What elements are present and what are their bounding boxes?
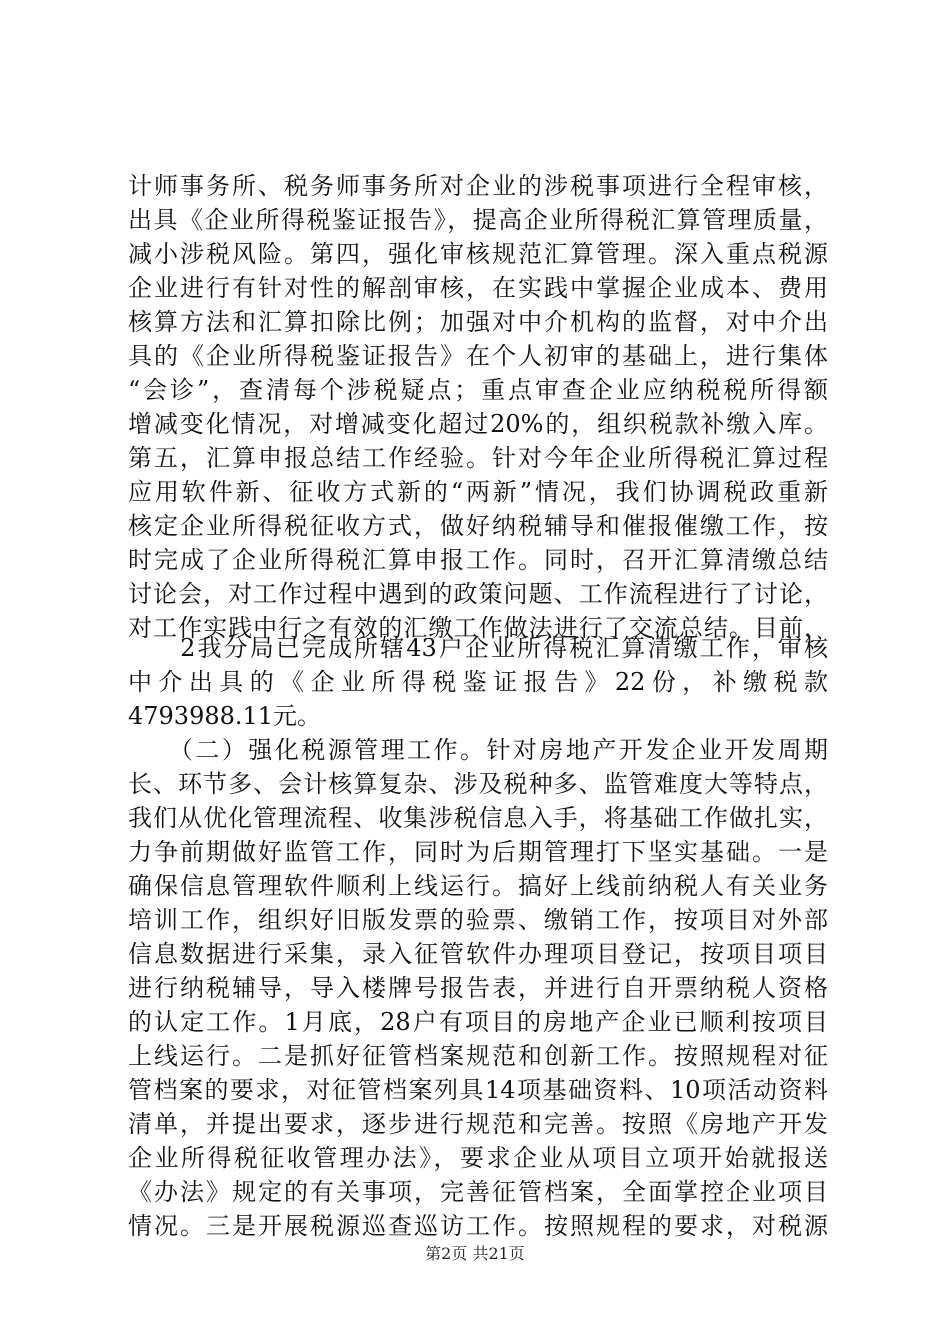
text-line: 企业进行有针对性的解剖审核，在实践中掌握企业成本、费用 (128, 274, 828, 302)
text-line: 时完成了企业所得税汇算申报工作。同时，召开汇算清缴总结 (128, 546, 828, 574)
text-line: 2我分局已完成所辖43户企业所得税汇算清缴工作，审核 (128, 634, 828, 662)
text-line: 长、环节多、会计核算复杂、涉及税种多、监管难度大等特点， (128, 770, 828, 798)
text-line: 出具《企业所得税鉴证报告》，提高企业所得税汇算管理质量， (128, 206, 828, 234)
text-line: 4793988.11元。 (128, 702, 322, 730)
text-line: 确保信息管理软件顺利上线运行。搞好上线前纳税人有关业务 (128, 872, 828, 900)
text-line: 第五，汇算申报总结工作经验。针对今年企业所得税汇算过程 (128, 444, 828, 472)
text-line: 情况。三是开展税源巡查巡访工作。按照规程的要求，对税源 (128, 1212, 828, 1240)
text-line: 核定企业所得税征收方式，做好纳税辅导和催报催缴工作，按 (128, 512, 828, 540)
text-line: 讨论会，对工作过程中遇到的政策问题、工作流程进行了讨论， (128, 580, 828, 608)
text-line: 对工作实践中行之有效的汇缴工作做法进行了交流总结。目前， (128, 614, 828, 642)
text-line: 力争前期做好监管工作，同时为后期管理打下坚实基础。一是 (128, 838, 828, 866)
text-line: “会诊”，查清每个涉税疑点；重点审查企业应纳税税所得额 (128, 376, 828, 404)
text-line: 《办法》规定的有关事项，完善征管档案，全面掌控企业项目 (128, 1178, 828, 1206)
page-footer: 第2页 共21页 (425, 1244, 525, 1263)
text-line: 管档案的要求，对征管档案列具14项基础资料、10项活动资料 (128, 1076, 828, 1104)
text-line: 应用软件新、征收方式新的“两新”情况，我们协调税政重新 (128, 478, 828, 506)
text-line: 清单，并提出要求，逐步进行规范和完善。按照《房地产开发 (128, 1110, 828, 1138)
text-line: 计师事务所、税务师事务所对企业的涉税事项进行全程审核， (128, 172, 828, 200)
text-line: 进行纳税辅导，导入楼牌号报告表，并进行自开票纳税人资格 (128, 974, 828, 1002)
text-line: 上线运行。二是抓好征管档案规范和创新工作。按照规程对征 (128, 1042, 828, 1070)
text-line: 具的《企业所得税鉴证报告》在个人初审的基础上，进行集体 (128, 342, 828, 370)
text-line: 培训工作，组织好旧版发票的验票、缴销工作，按项目对外部 (128, 906, 828, 934)
text-line: 中介出具的《企业所得税鉴证报告》22份，补缴税款 (128, 668, 828, 696)
text-line: 企业所得税征收管理办法》，要求企业从项目立项开始就报送 (128, 1144, 828, 1172)
text-line: 减小涉税风险。第四，强化审核规范汇算管理。深入重点税源 (128, 240, 828, 268)
text-line: 核算方法和汇算扣除比例；加强对中介机构的监督，对中介出 (128, 308, 828, 336)
text-line: 增减变化情况，对增减变化超过20%的，组织税款补缴入库。 (128, 410, 828, 438)
text-line: 的认定工作。1月底，28户有项目的房地产企业已顺利按项目 (128, 1008, 828, 1036)
text-line: （二）强化税源管理工作。针对房地产开发企业开发周期 (128, 736, 828, 764)
text-line: 信息数据进行采集，录入征管软件办理项目登记，按项目项目 (128, 940, 828, 968)
text-line: 我们从优化管理流程、收集涉税信息入手，将基础工作做扎实， (128, 804, 828, 832)
